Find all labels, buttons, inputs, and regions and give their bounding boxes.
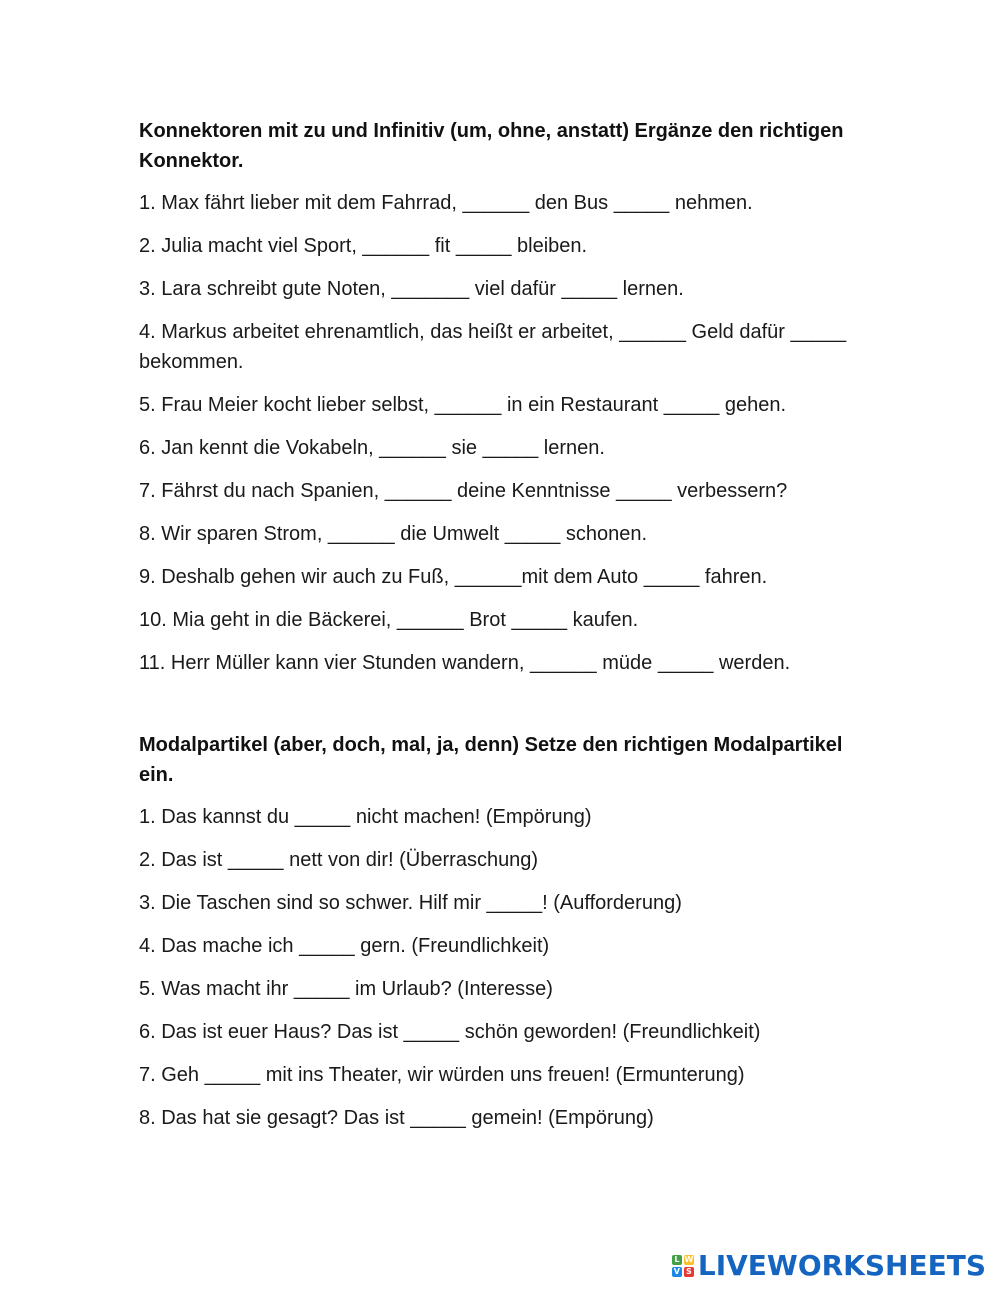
exercise-item: 4. Markus arbeitet ehrenamtlich, das heißt er arbeitet, ______ Geld dafür _____ bekommen. xyxy=(139,321,847,373)
logo-tile: V xyxy=(673,1266,680,1276)
worksheet-page xyxy=(139,116,869,1146)
exercise-item: 4. Das mache ich _____ gern. (Freundlichkeit) xyxy=(139,935,550,957)
exercise-item: 5. Was macht ihr _____ im Urlaub? (Interesse) xyxy=(139,978,553,1000)
section-modalpartikel xyxy=(139,730,869,1133)
exercise-item: 7. Geh _____ mit ins Theater, wir würden uns freuen! (Ermunterung) xyxy=(139,1064,745,1086)
exercise-item: 5. Frau Meier kocht lieber selbst, ______ in ein Restaurant _____ gehen. xyxy=(139,394,787,416)
exercise-item: 1. Max fährt lieber mit dem Fahrrad, ______ den Bus _____ nehmen. xyxy=(139,192,753,214)
section-title: Konnektoren mit zu und Infinitiv (um, ohne, anstatt) Ergänze den richtigen Konnektor. xyxy=(139,120,844,172)
exercise-item: 6. Das ist euer Haus? Das ist _____ schön geworden! (Freundlichkeit) xyxy=(139,1021,761,1043)
exercise-item: 9. Deshalb gehen wir auch zu Fuß, ______mit dem Auto _____ fahren. xyxy=(139,566,768,588)
section-konnektoren xyxy=(139,116,869,678)
exercise-item: 6. Jan kennt die Vokabeln, ______ sie _____ lernen. xyxy=(139,437,605,459)
logo-tile: L xyxy=(672,1255,682,1265)
liveworksheets-logo-icon xyxy=(672,1255,694,1277)
exercise-item: 2. Julia macht viel Sport, ______ fit _____ bleiben. xyxy=(139,235,588,257)
logo-tile: W xyxy=(684,1254,694,1264)
brand-text: LIVEWORKSHEETS xyxy=(697,1249,986,1282)
exercise-item: 2. Das ist _____ nett von dir! (Überraschung) xyxy=(139,849,539,871)
exercise-item: 8. Das hat sie gesagt? Das ist _____ gemein! (Empörung) xyxy=(139,1107,654,1129)
liveworksheets-brand xyxy=(672,1249,986,1282)
logo-tile: S xyxy=(684,1267,694,1277)
exercise-item: 3. Die Taschen sind so schwer. Hilf mir _____! (Aufforderung) xyxy=(139,892,682,914)
section-title: Modalpartikel (aber, doch, mal, ja, denn) Setze den richtigen Modalpartikel ein. xyxy=(139,734,843,786)
exercise-item: 8. Wir sparen Strom, ______ die Umwelt _____ schonen. xyxy=(139,523,648,545)
exercise-item: 3. Lara schreibt gute Noten, _______ viel dafür _____ lernen. xyxy=(139,278,684,300)
exercise-item: 1. Das kannst du _____ nicht machen! (Empörung) xyxy=(139,806,592,828)
exercise-item: 10. Mia geht in die Bäckerei, ______ Brot _____ kaufen. xyxy=(139,609,639,631)
exercise-item: 7. Fährst du nach Spanien, ______ deine Kenntnisse _____ verbessern? xyxy=(139,480,788,502)
exercise-item: 11. Herr Müller kann vier Stunden wandern, ______ müde _____ werden. xyxy=(139,652,791,674)
